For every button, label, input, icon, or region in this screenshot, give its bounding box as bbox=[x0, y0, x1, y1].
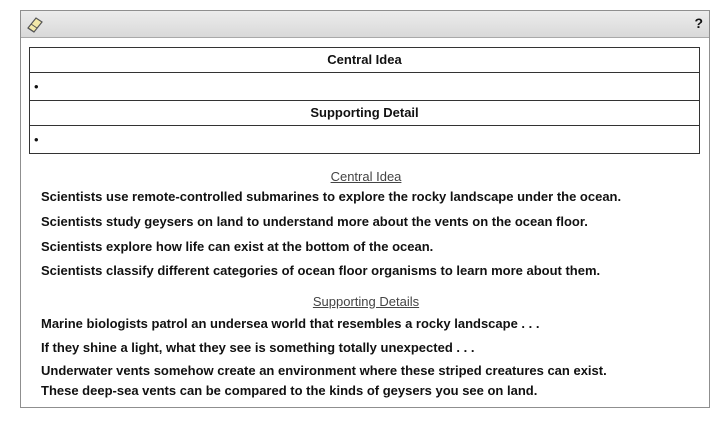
answer-grid bbox=[29, 47, 700, 154]
help-button[interactable]: ? bbox=[694, 15, 703, 31]
supporting-detail-drop-cell[interactable]: • bbox=[34, 132, 39, 147]
central-option-1[interactable]: Scientists use remote-controlled submarines to explore the rocky landscape under the ocean. bbox=[41, 189, 622, 204]
central-idea-drop-cell[interactable]: • bbox=[30, 73, 699, 101]
supporting-option-1[interactable]: Marine biologists patrol an undersea world that resembles a rocky landscape . . . bbox=[41, 316, 540, 331]
supporting-option-2[interactable]: If they shine a light, what they see is something totally unexpected . . . bbox=[41, 340, 475, 355]
toolbar bbox=[21, 11, 709, 38]
central-option-4[interactable]: Scientists classify different categories of ocean floor organisms to learn more about them. bbox=[41, 263, 601, 278]
supporting-details-section-title: Supporting Details bbox=[312, 294, 420, 309]
supporting-option-4[interactable]: These deep-sea vents can be compared to the kinds of geysers you see on land. bbox=[41, 383, 538, 398]
question-panel bbox=[20, 10, 710, 408]
central-option-2[interactable]: Scientists study geysers on land to understand more about the vents on the ocean floor. bbox=[41, 214, 588, 229]
supporting-detail-header: Supporting Detail bbox=[30, 101, 699, 126]
supporting-option-3[interactable]: Underwater vents somehow create an environment where these striped creatures can exist. bbox=[41, 363, 607, 378]
central-idea-section-title: Central Idea bbox=[330, 169, 402, 184]
central-idea-header: Central Idea bbox=[30, 48, 699, 73]
eraser-icon[interactable] bbox=[25, 14, 45, 34]
central-option-3[interactable]: Scientists explore how life can exist at the bottom of the ocean. bbox=[41, 239, 434, 254]
